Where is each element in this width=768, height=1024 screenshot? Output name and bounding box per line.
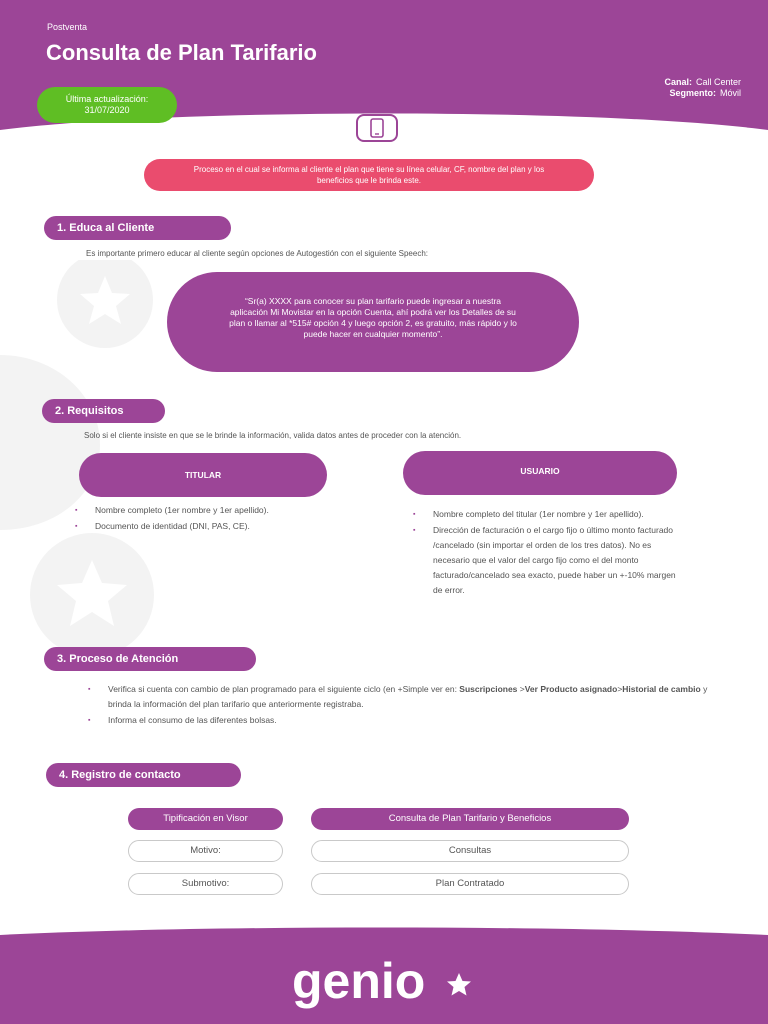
intro-banner: Proceso en el cual se informa al cliente el plan que tiene su línea celular, CF, nombre del plan y los beneficios que le brinda este. [144,159,594,191]
mobile-phone-icon [356,114,398,142]
usuario-header: USUARIO [403,451,677,495]
motivo-label: Motivo: [128,840,283,862]
header-label: Postventa [47,22,88,32]
segmento-label: Segmento: [669,88,716,98]
motivo-value: Consultas [311,840,629,862]
section-registro-header: 4. Registro de contacto [46,763,241,787]
canal-label: Canal: [664,77,692,87]
segmento-value: Móvil [719,88,741,98]
speech-bubble: “Sr(a) XXXX para conocer su plan tarifario puede ingresar a nuestra aplicación Mi Movistar en la opción Cuenta, ahí podrá ver los Detalles de su plan o llamar al *515# opción 4 y luego opción 2, es gratuito, más rápido y lo puede hacer en cualquier momento”. [167,272,579,372]
tipificacion-value: Consulta de Plan Tarifario y Beneficios [311,808,629,830]
titular-header: TITULAR [79,453,327,497]
submotivo-label: Submotivo: [128,873,283,895]
section-educa-header: 1. Educa al Cliente [44,216,231,240]
logo-star-icon [442,968,476,1002]
last-update-date: 31/07/2020 [84,105,130,115]
educa-text: Es importante primero educar al cliente según opciones de Autogestión con el siguiente Speech: [86,249,428,258]
list-item: ▪ Nombre completo del titular (1er nombre y 1er apellido). [413,507,683,522]
last-update-label: Última actualización: [65,94,149,104]
requisitos-text: Solo si el cliente insiste en que se le brinde la información, valida datos antes de proceder con la atención. [84,431,462,440]
page-title: Consulta de Plan Tarifario [46,40,317,65]
list-item: ▪ Informa el consumo de las diferentes bolsas. [88,713,708,728]
section-requisitos-header: 2. Requisitos [42,399,165,423]
list-item: ▪ Verifica si cuenta con cambio de plan programado para el siguiente ciclo (en +Simple ver en: Suscripciones >Ver Producto asignado>Historial de cambio y brinda la información del plan tarifario que anteriormente registraba. [88,682,708,712]
submotivo-value: Plan Contratado [311,873,629,895]
section-proceso-header: 3. Proceso de Atención [44,647,256,671]
list-item: ▪ Nombre completo (1er nombre y 1er apellido). [75,503,325,518]
tipificacion-label: Tipificación en Visor [128,808,283,830]
proceso-list [88,682,708,729]
logo-text: genio [292,953,426,1009]
list-item: ▪ Dirección de facturación o el cargo fijo o último monto facturado /cancelado (sin importar el orden de los tres datos). No es necesario que el valor del cargo fijo como el del monto facturado/cancelado sea exacto, puede haber un +-10% margen de error. [413,523,683,598]
channel-info [664,77,741,99]
last-update-badge [37,87,177,123]
list-item: ▪ Documento de identidad (DNI, PAS, CE). [75,519,325,534]
canal-value: Call Center [695,77,741,87]
titular-list [75,503,325,535]
usuario-list [413,507,683,599]
